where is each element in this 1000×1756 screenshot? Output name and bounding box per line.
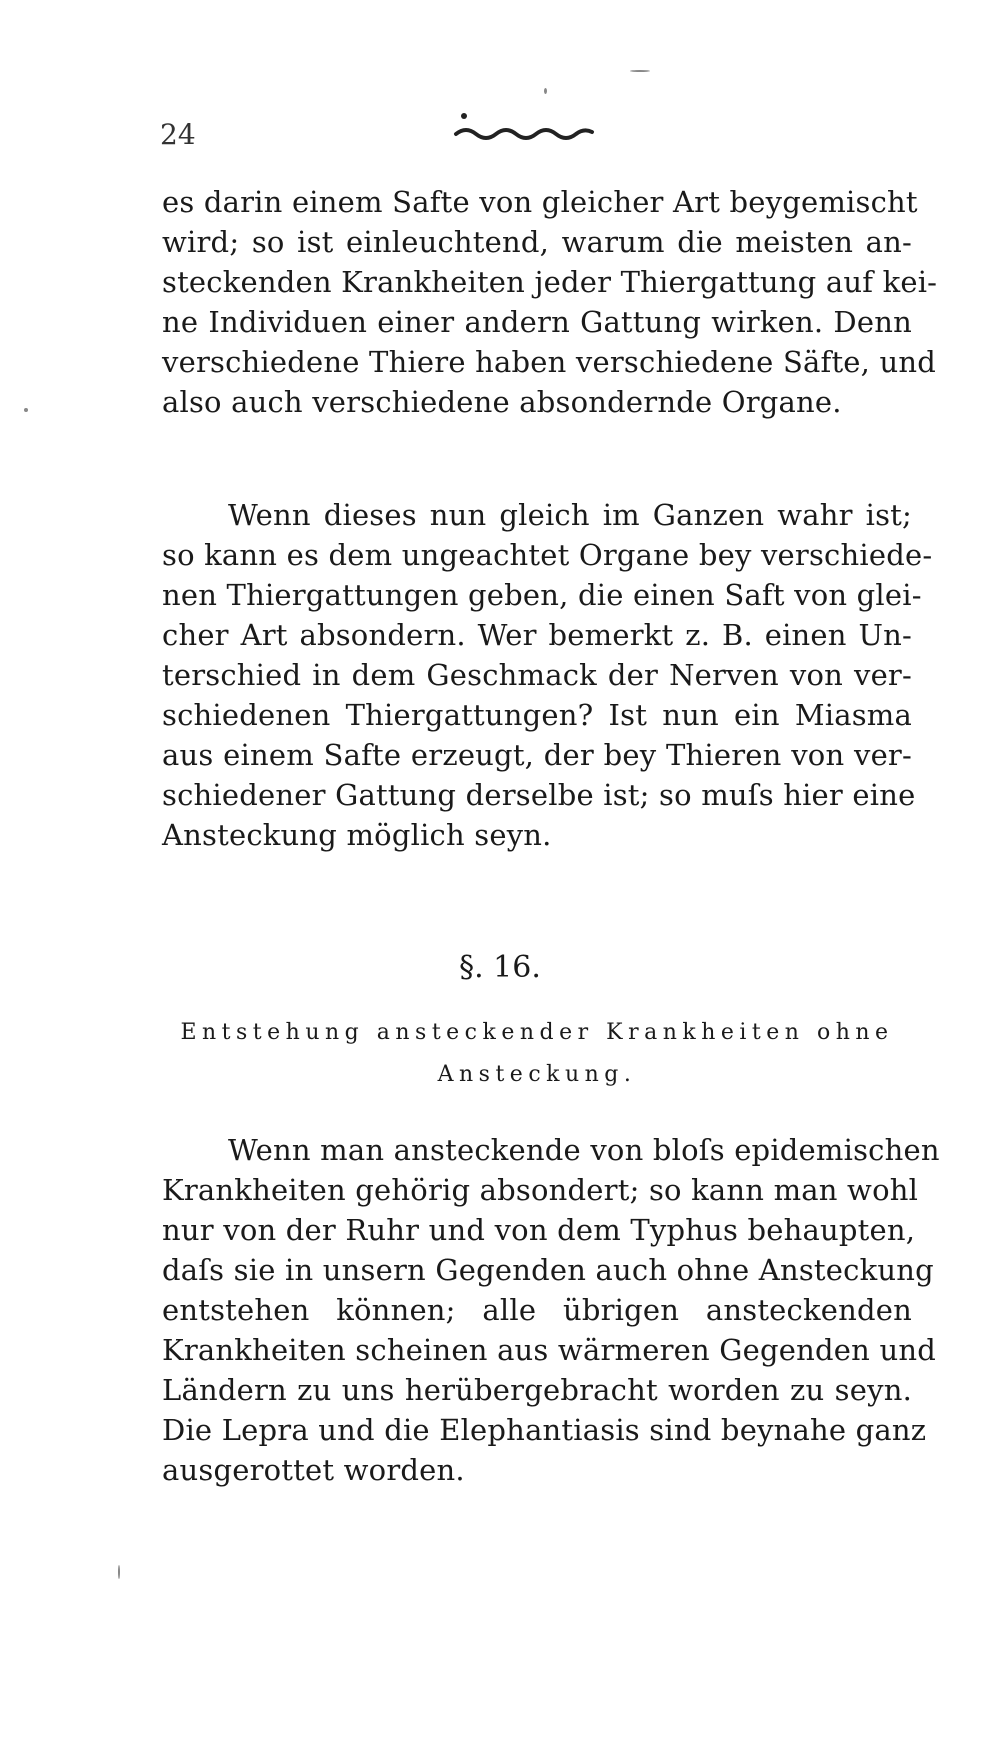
text-line: Wenn man ansteckende von bloſs epidemischen xyxy=(228,1133,940,1167)
text-line: es darin einem Safte von gleicher Art beygemischt xyxy=(162,185,918,219)
text-line: ne Individuen einer andern Gattung wirken. Denn xyxy=(162,305,912,339)
text-line: Krankheiten gehörig absondert; so kann man wohl xyxy=(162,1173,919,1207)
text-line: wird; so ist einleuchtend, warum die meisten an- xyxy=(162,225,912,259)
text-line: ausgerottet worden. xyxy=(162,1453,465,1487)
text-line: daſs sie in unsern Gegenden auch ohne Ansteckung xyxy=(162,1253,934,1287)
scan-speck xyxy=(630,70,650,72)
scan-speck xyxy=(24,408,28,412)
text-line: Krankheiten scheinen aus wärmeren Gegenden und xyxy=(162,1333,936,1367)
scan-speck xyxy=(118,1565,120,1579)
text-line: terschied in dem Geschmack der Nerven von ver- xyxy=(162,658,912,692)
scan-speck xyxy=(544,88,547,94)
text-line: Die Lepra und die Elephantiasis sind beynahe ganz xyxy=(162,1413,927,1447)
page-number: 24 xyxy=(160,118,196,151)
text-line: entstehen können; alle übrigen ansteckenden xyxy=(162,1293,912,1327)
text-line: schiedener Gattung derselbe ist; so muſs hier eine xyxy=(162,778,916,812)
text-line: Ansteckung möglich seyn. xyxy=(162,818,552,852)
text-line: nen Thiergattungen geben, die einen Saft von glei- xyxy=(162,578,922,612)
text-line: verschiedene Thiere haben verschiedene Säfte, und xyxy=(162,345,937,379)
text-line: nur von der Ruhr und von dem Typhus behaupten, xyxy=(162,1213,916,1247)
text-line: cher Art absondern. Wer bemerkt z. B. einen Un- xyxy=(162,618,912,652)
text-line: aus einem Safte erzeugt, der bey Thieren von ver- xyxy=(162,738,912,772)
section-number: §. 16. xyxy=(459,950,541,985)
text-line: also auch verschiedene absondernde Organe. xyxy=(162,385,842,419)
text-line: so kann es dem ungeachtet Organe bey verschiede- xyxy=(162,538,933,572)
section-heading-continued: Ansteckung. xyxy=(437,1062,637,1087)
section-heading: Entstehung ansteckender Krankheiten ohne xyxy=(180,1020,894,1045)
ornament-icon xyxy=(452,108,602,148)
text-line: Ländern zu uns herübergebracht worden zu seyn. xyxy=(162,1373,912,1407)
text-line: Wenn dieses nun gleich im Ganzen wahr ist; xyxy=(228,498,912,532)
text-line: schiedenen Thiergattungen? Ist nun ein Miasma xyxy=(162,698,912,732)
text-line: steckenden Krankheiten jeder Thiergattung auf kei- xyxy=(162,265,938,299)
